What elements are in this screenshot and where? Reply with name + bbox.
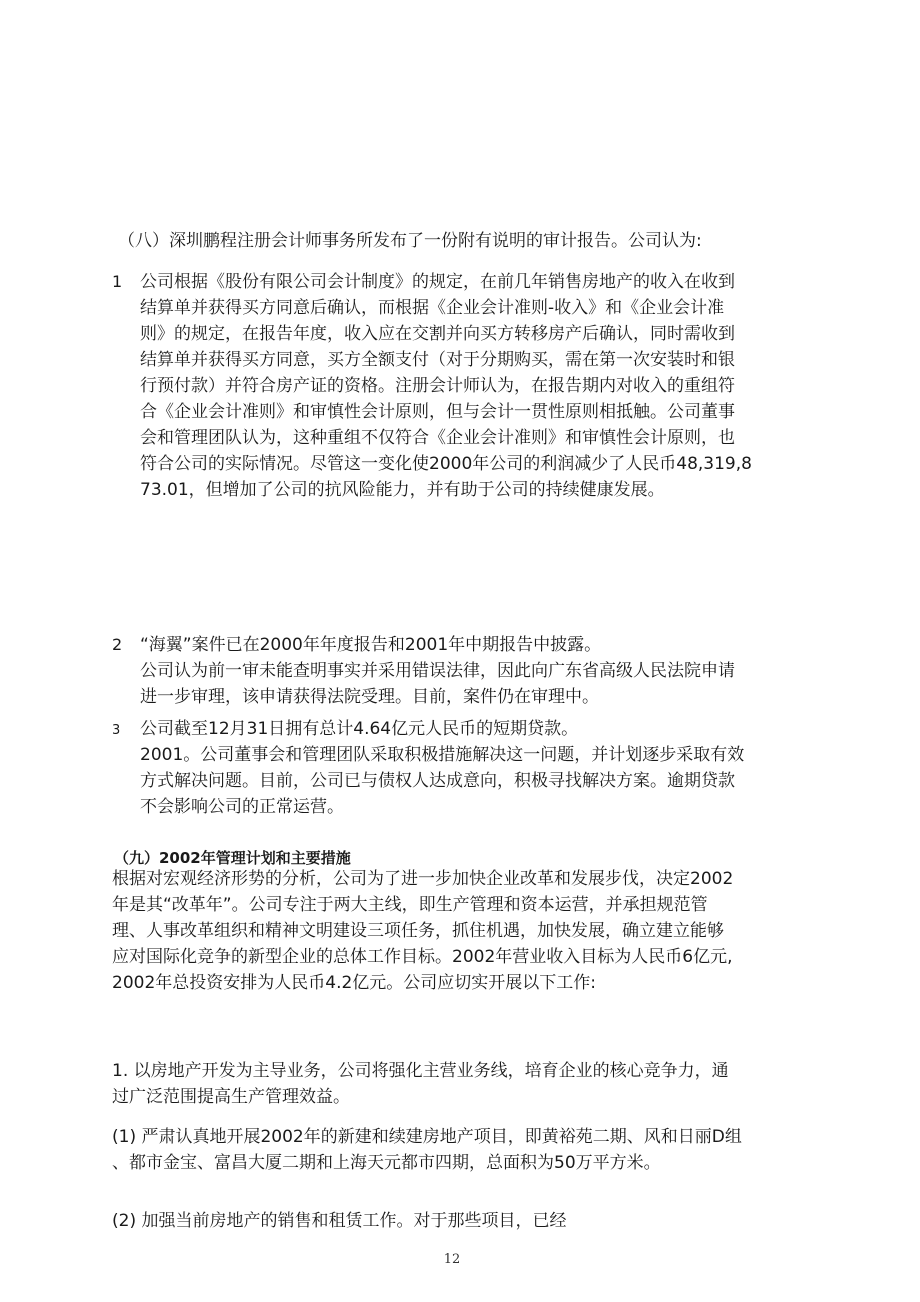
item-1-line: 则》的规定，在报告年度，收入应在交割并向买方转移房产后确认，同时需收到 bbox=[140, 324, 735, 344]
section-9-title: （九）2002年管理计划和主要措施 bbox=[114, 849, 351, 867]
item-1-text bbox=[140, 269, 800, 503]
item-2-text bbox=[140, 632, 800, 710]
item-3-text bbox=[140, 716, 800, 820]
section-9-intro bbox=[112, 866, 802, 996]
item-3-line: 2001。公司董事会和管理团队采取积极措施解决这一问题，并计划逐步采取有效 bbox=[140, 745, 745, 765]
intro-line: 应对国际化竞争的新型企业的总体工作目标。2002年营业收入目标为人民币6亿元, bbox=[112, 947, 733, 967]
intro-line: 年是其“改革年”。公司专注于两大主线，即生产管理和资本运营，并承担规范管 bbox=[112, 895, 708, 915]
item-1-number: 1 bbox=[112, 272, 123, 291]
intro-line: 2002年总投资安排为人民币4.2亿元。公司应切实开展以下工作: bbox=[112, 973, 597, 993]
item-2-line: 进一步审理，该申请获得法院受理。目前，案件仍在审理中。 bbox=[140, 687, 599, 707]
point-1-line: 过广泛范围提高生产管理效益。 bbox=[112, 1087, 350, 1107]
item-3-line: 方式解决问题。目前，公司已与债权人达成意向，积极寻找解决方案。逾期贷款 bbox=[140, 771, 735, 791]
item-2-number: 2 bbox=[112, 635, 123, 654]
sub-point-1 bbox=[112, 1124, 802, 1176]
item-3-line: 公司截至12月31日拥有总计4.64亿元人民币的短期贷款。 bbox=[140, 719, 579, 739]
sub-point-1-line: 、都市金宝、富昌大厦二期和上海天元都市四期，总面积为50万平方米。 bbox=[112, 1153, 661, 1173]
item-2-line: 公司认为前一审未能查明事实并采用错误法律，因此向广东省高级人民法院申请 bbox=[140, 661, 735, 681]
intro-line: 根据对宏观经济形势的分析，公司为了进一步加快企业改革和发展步伐，决定2002 bbox=[112, 869, 734, 889]
point-1 bbox=[112, 1058, 802, 1110]
intro-line: 理、人事改革组织和精神文明建设三项任务，抓住机遇，加快发展，确立建立能够 bbox=[112, 921, 724, 941]
point-1-line: 1. 以房地产开发为主导业务，公司将强化主营业务线，培育企业的核心竞争力，通 bbox=[112, 1061, 729, 1081]
item-1-line: 73.01，但增加了公司的抗风险能力，并有助于公司的持续健康发展。 bbox=[140, 480, 665, 500]
item-1-line: 结算单并获得买方同意，买方全额支付（对于分期购买，需在第一次安装时和银 bbox=[140, 350, 735, 370]
item-3-line: 不会影响公司的正常运营。 bbox=[140, 797, 344, 817]
item-2-line: “海翼”案件已在2000年年度报告和2001年中期报告中披露。 bbox=[140, 635, 602, 655]
sub-point-2-line: (2) 加强当前房地产的销售和租赁工作。对于那些项目，已经 bbox=[112, 1211, 567, 1231]
item-1-line: 行预付款）并符合房产证的资格。注册会计师认为，在报告期内对收入的重组符 bbox=[140, 376, 735, 396]
item-1-line: 公司根据《股份有限公司会计制度》的规定，在前几年销售房地产的收入在收到 bbox=[140, 272, 735, 292]
item-1-line: 结算单并获得买方同意后确认，而根据《企业会计准则-收入》和《企业会计准 bbox=[140, 298, 725, 318]
item-3-number: 3 bbox=[112, 723, 121, 738]
item-1-line: 符合公司的实际情况。尽管这一变化使2000年公司的利润减少了人民币48,319,8 bbox=[140, 454, 752, 474]
sub-point-2 bbox=[112, 1208, 802, 1234]
section-8-title: （八）深圳鹏程注册会计师事务所发布了一份附有说明的审计报告。公司认为: bbox=[118, 231, 702, 251]
sub-point-1-line: (1) 严肃认真地开展2002年的新建和续建房地产项目，即黄裕苑二期、风和日丽D组 bbox=[112, 1127, 742, 1147]
item-1-line: 合《企业会计准则》和审慎性会计原则，但与会计一贯性原则相抵触。公司董事 bbox=[140, 402, 735, 422]
page-number: 12 bbox=[443, 1252, 461, 1267]
item-1-line: 会和管理团队认为，这种重组不仅符合《企业会计准则》和审慎性会计原则，也 bbox=[140, 428, 735, 448]
